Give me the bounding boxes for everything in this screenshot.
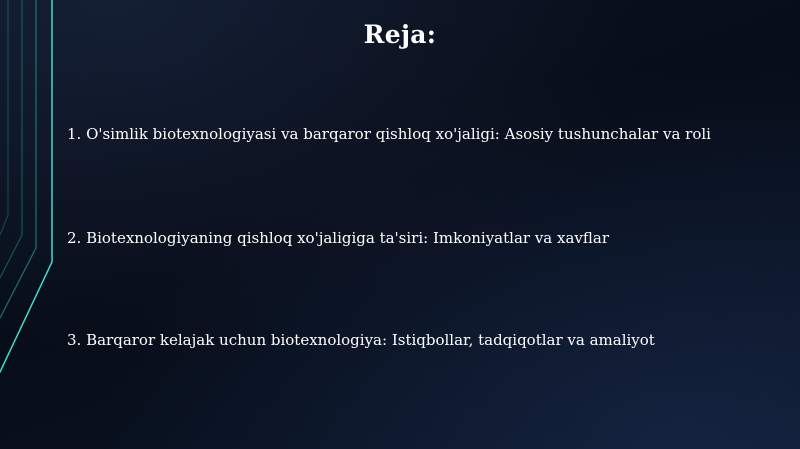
- agenda-item-1: 1. O'simlik biotexnologiyasi va barqaror qishloq xo'jaligi: Asosiy tushunchalar va roli: [67, 125, 711, 143]
- agenda-item-3: 3. Barqaror kelajak uchun biotexnologiya: Istiqbollar, tadqiqotlar va amaliyot: [67, 331, 655, 349]
- decorative-circuit-lines: [0, 0, 70, 449]
- agenda-item-2: 2. Biotexnologiyaning qishloq xo'jaligiga ta'siri: Imkoniyatlar va xavflar: [67, 229, 609, 247]
- slide-title: Reja:: [363, 20, 437, 49]
